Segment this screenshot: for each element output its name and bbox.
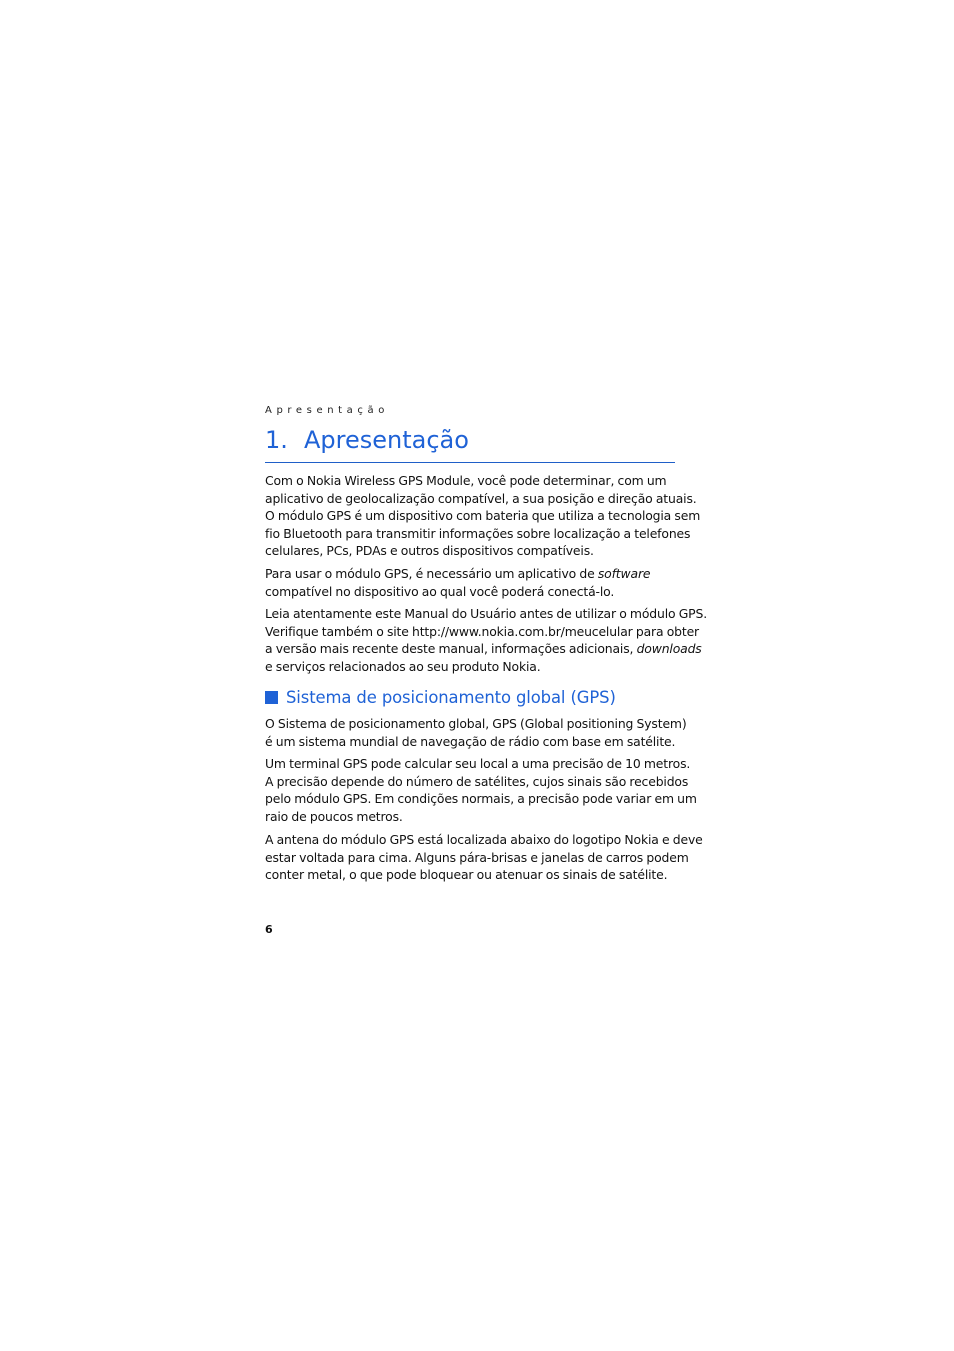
text-line: Com o Nokia Wireless GPS Module, você pode determinar, com um (265, 473, 667, 488)
intro-paragraph-2 (265, 565, 685, 600)
text-line: Verifique também o site http://www.nokia.com.br/meucelular para obter (265, 623, 699, 639)
text-line: pelo módulo GPS. Em condições normais, a precisão pode variar em um (265, 791, 697, 807)
text-line: é um sistema mundial de navegação de rádio com base em satélite. (265, 733, 676, 749)
text-line: e serviços relacionados ao seu produto Nokia. (265, 658, 541, 674)
text-line: fio Bluetooth para transmitir informações sobre localização a telefones (265, 525, 691, 541)
intro-paragraph-1 (265, 472, 701, 560)
text-line: A precisão depende do número de satélites, cujos sinais são recebidos (265, 773, 689, 789)
section-title: Sistema de posicionamento global (GPS) (286, 688, 616, 707)
running-header: Apresentação (265, 405, 389, 416)
text-line: A antena do módulo GPS está localizada abaixo do logotipo Nokia e deve (265, 832, 703, 847)
text-line (265, 565, 685, 583)
text-line: aplicativo de geolocalização compatível, a sua posição e direção atuais. (265, 490, 697, 506)
section-paragraph-1 (265, 715, 685, 750)
intro-paragraph-3 (265, 605, 707, 675)
section-heading (265, 688, 616, 707)
text-line: Um terminal GPS pode calcular seu local a uma precisão de 10 metros. (265, 756, 691, 771)
text-line: raio de poucos metros. (265, 808, 403, 824)
square-bullet-icon (265, 691, 278, 704)
chapter-number: 1. (265, 426, 288, 454)
chapter-title (265, 426, 675, 463)
italic-term: software (597, 566, 651, 581)
text-line: Leia atentamente este Manual do Usuário antes de utilizar o módulo GPS. (265, 606, 707, 621)
text-segment: Para usar o módulo GPS, é necessário um aplicativo de (265, 566, 598, 581)
text-segment: a versão mais recente deste manual, informações adicionais, (265, 641, 637, 657)
section-paragraph-3 (265, 831, 703, 884)
text-line: compatível no dispositivo ao qual você poderá conectá-lo. (265, 583, 615, 599)
text-line: O módulo GPS é um dispositivo com bateria que utiliza a tecnologia sem (265, 508, 701, 524)
text-line: conter metal, o que pode bloquear ou atenuar os sinais de satélite. (265, 867, 668, 883)
italic-term: downloads (636, 641, 702, 657)
page-number: 6 (265, 923, 273, 936)
chapter-title-text: Apresentação (304, 426, 469, 454)
text-line: estar voltada para cima. Alguns pára-brisas e janelas de carros podem (265, 849, 689, 865)
section-paragraph-2 (265, 755, 697, 825)
text-line: O Sistema de posicionamento global, GPS (Global positioning System) (265, 716, 687, 731)
text-line: celulares, PCs, PDAs e outros dispositivos compatíveis. (265, 543, 594, 559)
text-line (265, 640, 702, 658)
